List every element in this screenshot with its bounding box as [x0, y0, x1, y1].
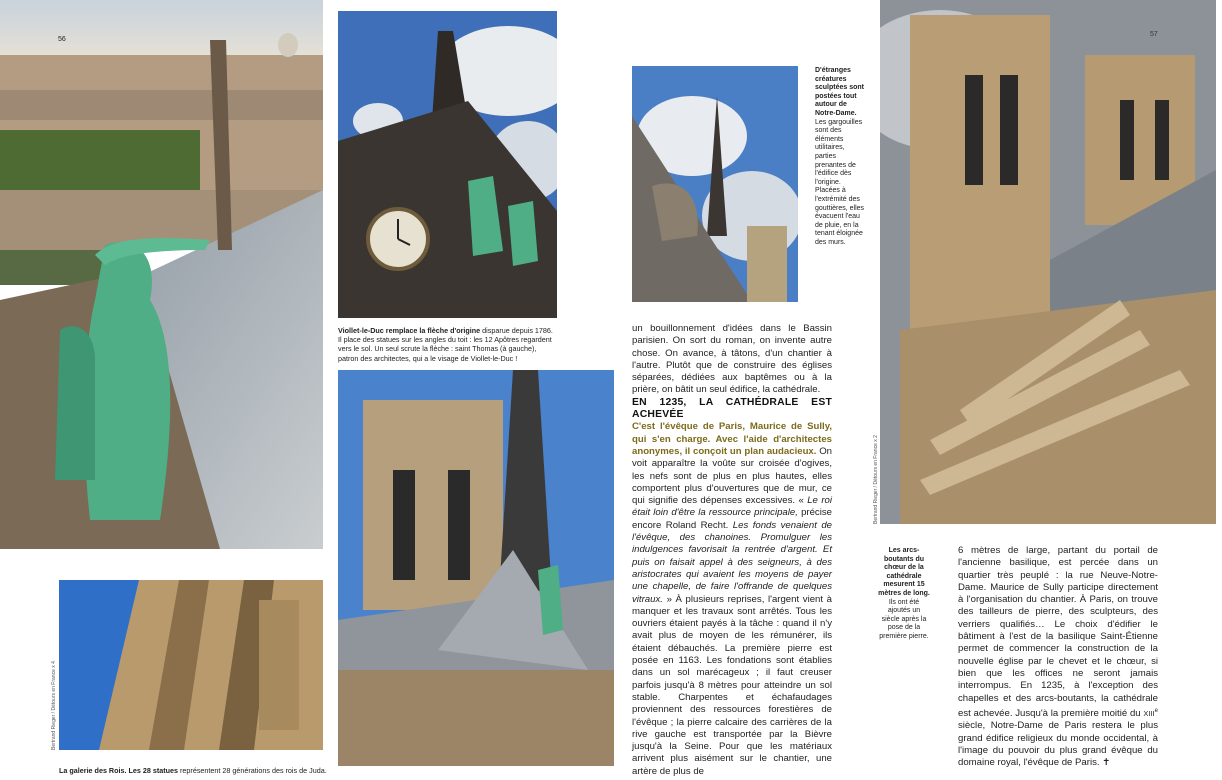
photo-gargoyle	[632, 66, 798, 302]
article-p2: précise encore Roland Recht.	[632, 507, 832, 531]
article-century-sup: e	[1154, 707, 1158, 714]
photo-apse-spire	[338, 370, 614, 766]
article-p1: On voit apparaître la voûte sur croisée d'ogives, les nefs sont de plus en plus hautes, elles comportent plus d'ouvertures que de mur, ce qui signifie des dépenses excessives. «	[632, 445, 833, 507]
caption-gallery-bold: La galerie des Rois. Les 28 statues	[59, 766, 179, 775]
caption-gallery	[59, 766, 359, 775]
caption-gargoyles-bold: D'étranges créatures sculptées sont postées tout autour de Notre-Dame.	[815, 67, 865, 117]
photo-gallery-kings	[59, 580, 323, 750]
photo-rooftop-statue	[0, 0, 323, 549]
photo-towers-buttresses	[880, 0, 1216, 524]
caption-gargoyles	[815, 67, 867, 247]
caption-gargoyles-text: Les gargouilles sont des éléments utilitaires, parties prenantes de l'édifice dès l'origine. Placées à l'extrémité des gouttières, elles évacuent l'eau de pluie, en la tenant éloignée des murs.	[815, 118, 865, 246]
caption-buttresses-text: Ils ont été ajoutés un siècle après la pose de la première pierre.	[879, 598, 929, 640]
end-mark-icon: ✝	[1102, 757, 1111, 769]
article-quote2: Les fonds venaient de l'évêque, des chanoines. Promulguer les indulgences favorisait la rentrée d'argent. Et puis on faisait appel à des seigneurs, à des aristocrates qui avaient les moyens de payer une chapelle, de faire l'offrande de quelques vitraux.	[632, 519, 833, 605]
article-p4a: 6 mètres de large, partant du portail de l'ancienne basilique, est percée dans un quartier très peuplé : la rue Neuve-Notre-Dame. Maurice de Sully participe directement à l'organisation du chantier. À Paris, on trouve des tailleurs de pierre, des sculpteurs, des verriers qualifiés… Le choix d'édifier le bâtiment à l'est de la basilique Saint-Étienne permet de commencer la construction de la nouvelle église par le chevet et le chœur, si bien que les offices ne seront jamais interrompus. En 1235, à l'exception des chapelles et des arcs-boutants, la cathédrale est achevée. Jusqu'à la première moitié du	[958, 545, 1158, 720]
page-number-right: 57	[1150, 31, 1158, 38]
article-column-1	[632, 323, 833, 777]
caption-spire-text: disparue depuis 1786. Il place des statues sur les angles du toit : les 12 Apôtres regardent vers le sol. Un seul scrute la flèche : saint Thomas (à gauche), patron des architectes, qui a le visage de Viollet-le-Duc !	[338, 326, 553, 363]
article-p3: » À plusieurs reprises, l'argent vient à manquer et les travaux sont arrêtés. Tous les ouvriers étaient payés à la tâche : quand il n'y avait plus de moyen de les rémunérer, ils étaient débauchés. La première pierre est posée en 1163. Les fondations sont établies dans un sol marécageux ; il faut creuser parfois jusqu'à 8 mètres pour atteindre un sol stable. Charpentes et échafaudages proviennent des ressources forestières de l'évêque ; la pierre calcaire des carrières de la rive gauche est transportée par la Bièvre jusqu'à la Seine. Pour que les matériaux arrivent plus aisément sur le chantier, une artère de plus de	[632, 593, 832, 777]
article-p4b: siècle, Notre-Dame de Paris restera le plus grand édifice religieux du monde occidental, à l'image du pouvoir du plus grand évêque du domaine royal, l'évêque de Paris.	[958, 720, 1158, 769]
photo-spire-clock	[338, 11, 557, 318]
photo-credit-right: Bertrand Rieger / Détours en France x 2	[873, 435, 879, 524]
article-intro: un bouillonnement d'idées dans le Bassin parisien. On sort du roman, on invente autre chose. On avance, à tâtons, d'un chantier à l'autre. Plutôt que de construire des églises séparées, dédiées aux baptêmes ou à la prière, on bâtit un seul édifice, la cathédrale.	[632, 323, 832, 396]
article-quote1: Le roi était loin d'être la ressource principale,	[632, 495, 832, 519]
article-lead: C'est l'évêque de Paris, Maurice de Sully, qui s'en charge. Avec l'aide d'architectes anonymes, il conçoit un plan audacieux.	[632, 421, 832, 457]
caption-buttresses-bold: Les arcs-boutants du chœur de la cathédrale mesurent 15 mètres de long.	[878, 547, 930, 597]
caption-gallery-text: représentent 28 générations des rois de Juda.	[178, 766, 327, 775]
caption-spire	[338, 326, 558, 363]
article-heading: EN 1235, LA CATHÉDRALE EST ACHEVÉE	[632, 396, 832, 421]
article-century: XIII	[1143, 709, 1155, 719]
caption-spire-bold: Viollet-le-Duc remplace la flèche d'origine	[338, 326, 481, 335]
article-column-2	[958, 545, 1158, 775]
photo-credit-left: Bertrand Rieger / Détours en France x 4	[51, 661, 57, 750]
caption-buttresses	[878, 547, 930, 642]
page-number-left: 56	[58, 36, 66, 43]
